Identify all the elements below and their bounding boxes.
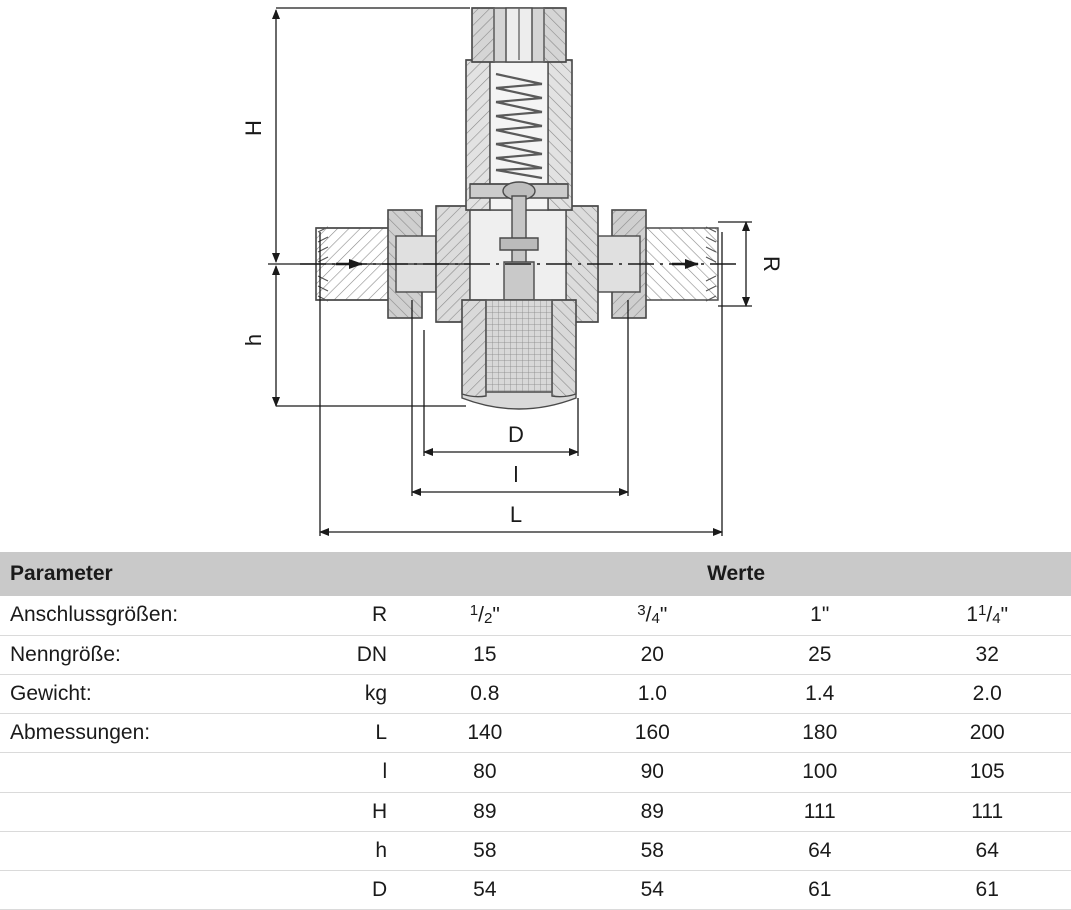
row-value: 89 xyxy=(640,799,664,823)
header-values: Werte xyxy=(401,552,1071,596)
dimension-label-H: H xyxy=(241,120,266,136)
table-row xyxy=(0,753,1071,792)
table-row xyxy=(0,871,1071,910)
table-header xyxy=(0,552,1071,596)
row-value: 140 xyxy=(467,721,503,744)
row-value: 1.4 xyxy=(805,681,835,705)
valve-body-graphic xyxy=(300,8,740,409)
row-value: 0.8 xyxy=(470,681,500,705)
row-symbol: h xyxy=(375,838,388,862)
row-value: 111 xyxy=(971,799,1004,823)
specification-table xyxy=(0,552,1071,910)
row-value: 58 xyxy=(473,838,497,862)
row-value: 80 xyxy=(473,760,497,784)
row-symbol: H xyxy=(371,799,388,823)
header-parameter: Parameter xyxy=(0,552,401,596)
row-parameter-label: Anschlussgrößen: xyxy=(10,603,179,627)
row-value: 111 xyxy=(803,799,836,823)
row-symbol: kg xyxy=(364,681,388,705)
dimension-label-h: h xyxy=(241,333,266,347)
row-parameter-label: Abmessungen: xyxy=(10,721,151,744)
dimension-label-l: l xyxy=(513,462,519,487)
row-value: 64 xyxy=(808,838,832,862)
row-value: 54 xyxy=(640,878,664,901)
row-value: 1.0 xyxy=(637,681,667,705)
dimension-label-D: D xyxy=(508,422,524,447)
table-row xyxy=(0,596,1071,635)
row-value: 100 xyxy=(802,760,838,784)
row-parameter-label xyxy=(0,871,301,910)
table-row xyxy=(0,831,1071,870)
table-header-row xyxy=(0,552,1071,596)
row-value: 25 xyxy=(808,642,832,666)
row-value: 200 xyxy=(969,721,1005,744)
table-row xyxy=(0,714,1071,753)
dimension-label-L: L xyxy=(509,502,523,527)
row-value: 32 xyxy=(975,642,999,666)
row-value: 89 xyxy=(473,799,497,823)
row-parameter-label xyxy=(0,831,301,870)
row-symbol: R xyxy=(371,603,388,627)
dimension-label-R: R xyxy=(759,256,784,272)
row-value: 64 xyxy=(975,838,999,862)
table-row xyxy=(0,635,1071,674)
row-value: 54 xyxy=(473,878,497,901)
row-value: 1" xyxy=(810,603,830,627)
row-symbol: D xyxy=(371,878,388,901)
row-parameter-label: Gewicht: xyxy=(10,681,92,705)
row-value: 105 xyxy=(969,760,1005,784)
row-value: 90 xyxy=(640,760,664,784)
row-value: 2.0 xyxy=(972,681,1002,705)
table-row xyxy=(0,674,1071,713)
table-row xyxy=(0,792,1071,831)
table-body xyxy=(0,596,1071,910)
row-value: $1^1/_4$" xyxy=(966,601,1009,628)
row-symbol: L xyxy=(375,721,388,744)
row-value: 58 xyxy=(640,838,664,862)
row-value: 20 xyxy=(640,642,664,666)
row-parameter-label xyxy=(0,753,301,792)
row-value: 180 xyxy=(802,721,838,744)
row-value: 15 xyxy=(473,642,497,666)
row-symbol: l xyxy=(382,760,388,784)
row-value: $^1/_2$" xyxy=(469,601,500,628)
row-value: 160 xyxy=(634,721,670,744)
row-value: $^3/_4$" xyxy=(637,601,668,628)
row-value: 61 xyxy=(975,878,999,901)
row-symbol: DN xyxy=(356,642,388,666)
row-parameter-label xyxy=(0,792,301,831)
row-value: 61 xyxy=(808,878,832,901)
row-parameter-label: Nenngröße: xyxy=(10,642,121,666)
